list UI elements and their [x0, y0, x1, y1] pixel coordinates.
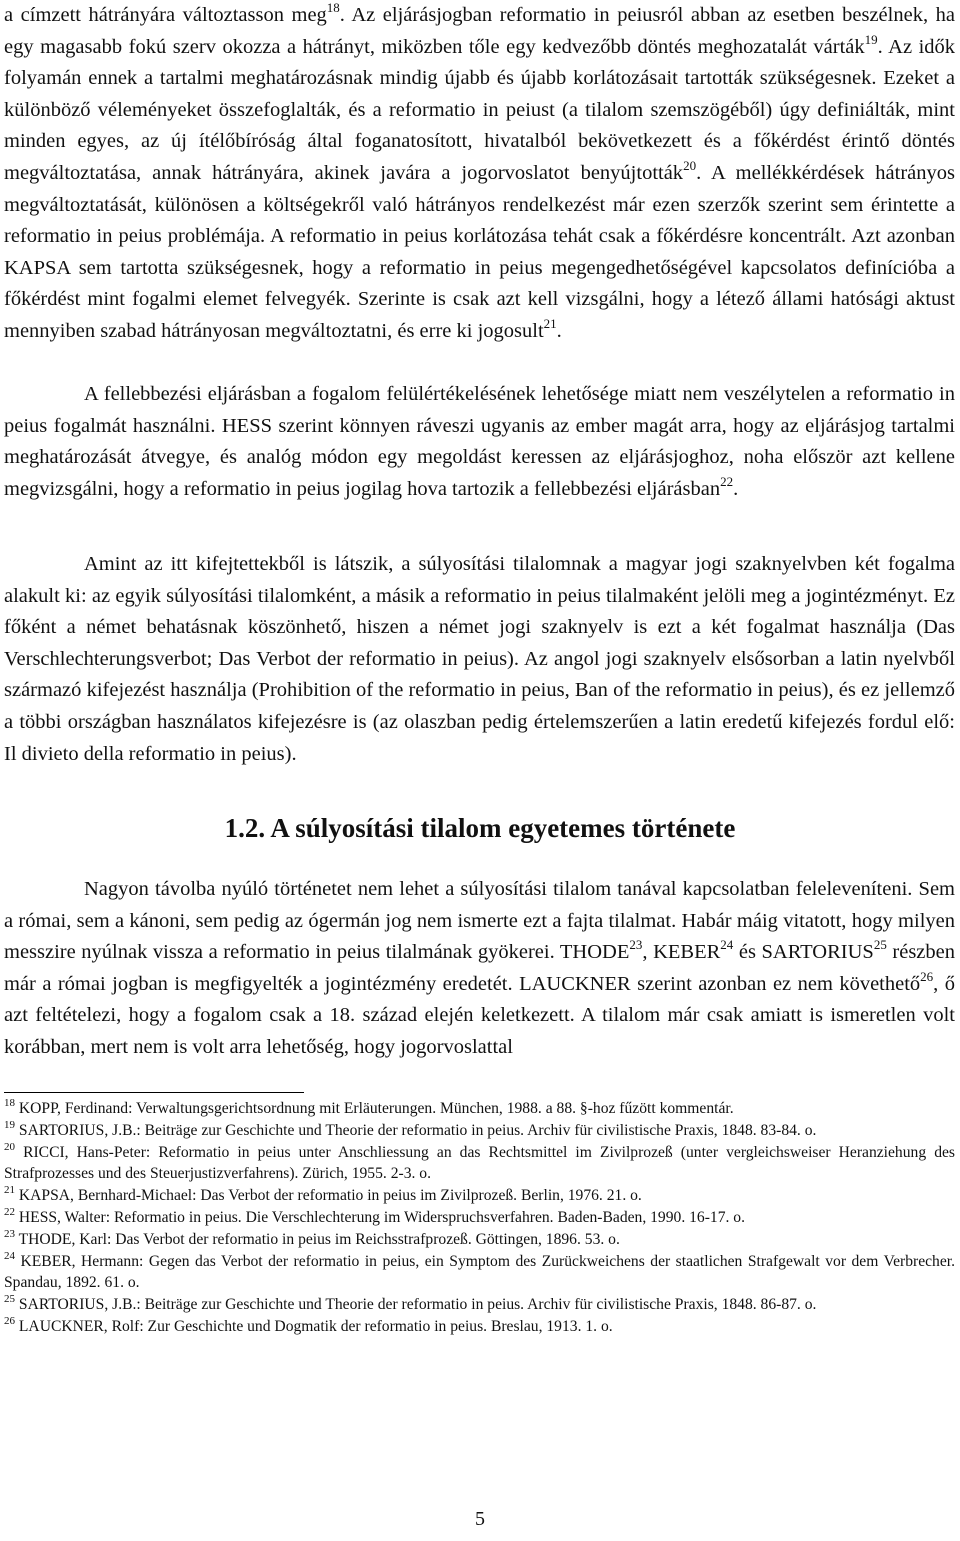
footnote-number: 22	[4, 1205, 15, 1218]
footnote-text: SARTORIUS, J.B.: Beiträge zur Geschichte und Theorie der reformatio in peius. Archiv für civilistische Praxis, 1848. 83-84. o.	[18, 1122, 817, 1139]
text-run: .	[556, 319, 562, 342]
footnote-ref-23[interactable]: 23	[629, 937, 643, 953]
text-run: . Az idők folyamán ennek a tartalmi meghatározásnak mindig újabb és újabb korlátozásait tartották szükségesnek. Ezeket a különböző véleményeket összefoglalták, és a reformatio in peiust (a tilalom szemszögéből) úgy definiálták, mint minden egyes, az új ítélőbíróság által foganatosított, hivatalból bekövetkezett és a főkérdést érintő döntés megváltoztatása, annak hátrányára, akinek javára a jogorvoslatot benyújtották	[4, 35, 956, 184]
footnote-18	[4, 1098, 955, 1119]
footnote-25	[4, 1294, 955, 1315]
footnote-ref-24[interactable]: 24	[720, 937, 734, 953]
footnote-ref-19[interactable]: 19	[864, 31, 878, 47]
text-run: A fellebbezési eljárásban a fogalom felülértékelésének lehetősége miatt nem veszélytelen a reformatio in peius fogalmát használni. HESS szerint könnyen ráveszi ugyanis az ember magát arra, hogy az eljárásjog tartalmi meghatározását átvegye, és analóg módon egy megoldást keressen az eljárásjoghoz, noha először azt kellene megvizsgálni, hogy a reformatio in peius jogilag hova tartozik a fellebbezési eljárásban	[4, 383, 955, 500]
footnote-text: KAPSA, Bernhard-Michael: Das Verbot der reformatio in peius im Zivilprozeß. Berlin, 1976. 21. o.	[18, 1187, 642, 1204]
footnote-number: 23	[4, 1227, 15, 1240]
text-run: .	[733, 477, 739, 500]
footnote-text: LAUCKNER, Rolf: Zur Geschichte und Dogmatik der reformatio in peius. Breslau, 1913. 1. o.	[18, 1318, 613, 1335]
text-run: Amint az itt kifejtettekből is látszik, a súlyosítási tilalomnak a magyar jogi szaknyelvben két fogalma alakult ki: az egyik súlyosítási tilalomként, a másik a reformatio in peius tilalmaként jelöli meg a jogintézményt. Ez főként a német behatásnak köszönhető, hiszen a német jogi szaknyelv is ezt a két fogalmat használja (Das Verschlechterungsverbot; Das Verbot der reformatio in peius). Az angol jogi szaknyelv elsősorban a latin nyelvből származó kifejezést használja (Prohibition of the reformatio in peius, Ban of the reformatio in peius), és ez jellemző a többi országban használatos kifejezésre is (az olaszban pedig értelemszerűen a latin eredetű kifejezés fordul elő: Il divieto della reformatio in peius).	[4, 553, 955, 765]
text-run: Nagyon távolba nyúló történetet nem lehet a súlyosítási tilalom tanával kapcsolatban feleleveníteni. Sem a római, sem a kánoni, sem pedig az ógermán jog nem ismerte ezt a fajta tilalmat. Habár máig vitatott, hogy milyen messzire nyúlnak vissza a reformatio in peius tilalmának gyökerei. THODE	[4, 878, 955, 964]
text-run: részben már a római jogban is megfigyelték a jogintézmény eredetét. LAUCKNER szerint azonban ez nem követhető	[4, 941, 955, 995]
footnote-ref-18[interactable]: 18	[326, 0, 340, 16]
footnote-number: 20	[4, 1140, 15, 1153]
text-run: a címzett hátrányára változtasson meg	[4, 4, 327, 26]
body-paragraph-1	[4, 0, 955, 348]
footnotes-list	[4, 1098, 955, 1338]
footnote-ref-20[interactable]: 20	[683, 158, 697, 174]
body-paragraph-4	[4, 874, 955, 1064]
footnote-20	[4, 1142, 955, 1184]
footnote-ref-25[interactable]: 25	[873, 937, 887, 953]
footnote-ref-22[interactable]: 22	[720, 473, 734, 489]
footnote-number: 18	[4, 1096, 15, 1109]
footnote-text: THODE, Karl: Das Verbot der reformatio in peius im Reichsstrafprozeß. Göttingen, 1896. 53. o.	[18, 1231, 620, 1248]
footnote-number: 19	[4, 1118, 15, 1131]
footnote-ref-26[interactable]: 26	[920, 968, 934, 984]
footnote-separator	[4, 1092, 304, 1093]
footnote-text: SARTORIUS, J.B.: Beiträge zur Geschichte und Theorie der reformatio in peius. Archiv für civilistische Praxis, 1848. 86-87. o.	[18, 1296, 817, 1313]
text-run: , ő azt feltételezi, hogy a fogalom csak a 18. század elején keletkezett. A tilalom már csak amiatt is ismeretlen volt korábban, mert nem is volt arra lehetőség, hogy jogorvoslattal	[4, 972, 955, 1058]
text-run: . A mellékkérdések hátrányos megváltoztatását, különösen a költségekről való hátrányos rendelkezést már ezen szerzők szerint sem érintette a reformatio in peius problémája. A reformatio in peius korlátozása tehát csak a főkérdésre koncentrált. Azt azonban KAPSA sem tartotta szükségesnek, hogy a reformatio in peius megengedhetőségével kapcsolatos definícióba a főkérdést mint fogalmi elemet felvegyék. Szerinte is csak azt kell vizsgálni, hogy a létező állami hatósági aktust mennyiben szabad hátrányosan megváltoztatni, és erre ki jogosult	[4, 161, 955, 342]
footnote-23	[4, 1229, 955, 1250]
footnote-number: 24	[4, 1249, 15, 1262]
footnote-24	[4, 1251, 955, 1293]
footnote-26	[4, 1316, 955, 1337]
footnote-19	[4, 1120, 955, 1141]
footnote-text: KEBER, Hermann: Gegen das Verbot der reformatio in peius, ein Symptom des Zurückweichens der staatlichen Strafgewalt vor dem Verbrecher. Spandau, 1892. 61. o.	[4, 1253, 955, 1291]
page-number: 5	[475, 1508, 485, 1530]
footnote-ref-21[interactable]: 21	[543, 316, 557, 332]
text-run: . Az eljárásjogban reformatio in peiusról abban az esetben beszélnek, ha egy magasabb fokú szerv okozza a hátrányt, miközben tőle egy kedvezőbb döntés meghozatalát várták	[4, 4, 955, 58]
footnote-number: 26	[4, 1314, 15, 1327]
body-paragraph-3	[4, 549, 955, 770]
footnote-22	[4, 1207, 955, 1228]
footnote-number: 25	[4, 1292, 15, 1305]
footnote-21	[4, 1185, 955, 1206]
footnote-text: HESS, Walter: Reformatio in peius. Die Verschlechterung im Widerspruchsverfahren. Baden-Baden, 1990. 16-17. o.	[18, 1209, 745, 1226]
footnote-number: 21	[4, 1183, 15, 1196]
text-run: , KEBER	[642, 941, 721, 964]
section-heading: 1.2. A súlyosítási tilalom egyetemes története	[224, 813, 736, 843]
text-run: és SARTORIUS	[733, 941, 874, 964]
footnote-text: KOPP, Ferdinand: Verwaltungsgerichtsordnung mit Erläuterungen. München, 1988. a 88. §-hoz fűzött kommentár.	[18, 1100, 734, 1117]
body-paragraph-2	[4, 379, 955, 505]
footnote-text: RICCI, Hans-Peter: Reformatio in peius unter Anschliessung an das Rechtsmittel im Zivilprozeß (unter vergleichsweiser Heranziehung des Strafprozesses und des Steuerjustizverfahrens). Zürich, 1955. 2-3. o.	[4, 1144, 955, 1182]
